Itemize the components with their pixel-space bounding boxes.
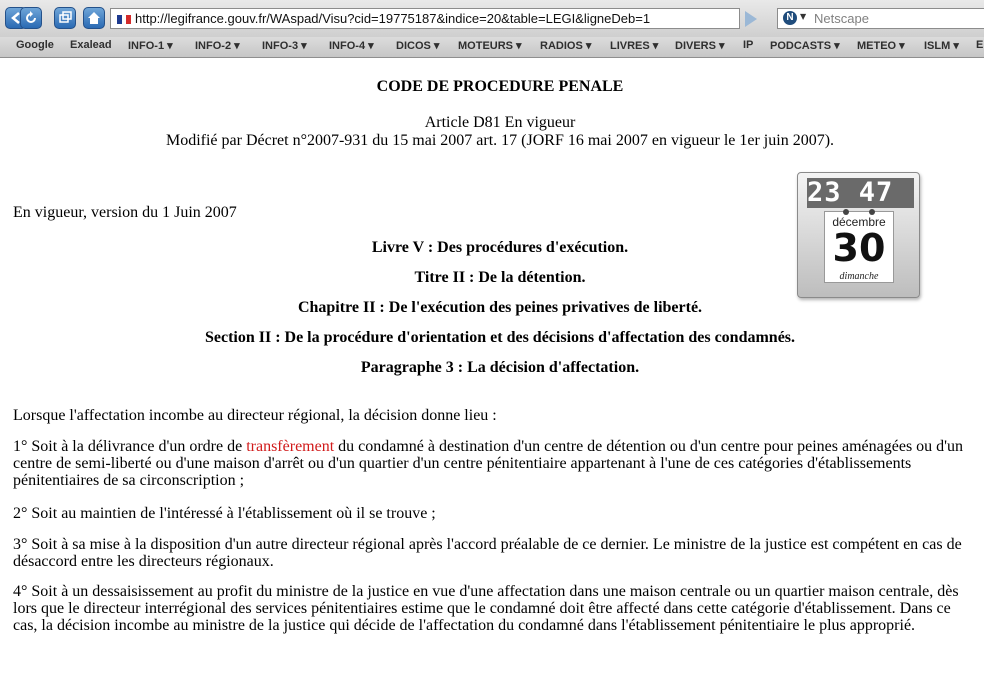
bookmark-e[interactable]: E <box>976 39 984 51</box>
modified-line: Modifié par Décret n°2007-931 du 15 mai 2007 art. 17 (JORF 16 mai 2007 en vigueur le 1er juin 2007). <box>165 132 835 149</box>
bookmark-divers[interactable]: DIVERS ▾ <box>675 40 725 52</box>
search-placeholder: Netscape <box>814 11 869 26</box>
bookmark-radios[interactable]: RADIOS ▾ <box>540 40 592 52</box>
paragraphe-heading: Paragraphe 3 : La décision d'affectation. <box>360 359 640 376</box>
bookmarks-bar <box>0 37 984 58</box>
search-field[interactable] <box>777 8 984 29</box>
article-line: Article D81 En vigueur <box>424 114 576 131</box>
bookmark-dicos[interactable]: DICOS ▾ <box>396 40 440 52</box>
bookmark-islm[interactable]: ISLM ▾ <box>924 40 959 52</box>
titre-heading: Titre II : De la détention. <box>414 269 586 286</box>
new-tab-button[interactable] <box>54 7 76 29</box>
bookmark-google[interactable]: Google <box>16 39 54 51</box>
address-bar[interactable] <box>110 8 740 29</box>
bookmark-info-1[interactable]: INFO-1 ▾ <box>128 40 173 52</box>
bookmark-info-3[interactable]: INFO-3 ▾ <box>262 40 307 52</box>
version-line: En vigueur, version du 1 Juin 2007 <box>13 204 237 221</box>
windows-icon <box>58 11 72 25</box>
article-item-3: 3° Soit à sa mise à la disposition d'un autre directeur régional après l'accord préalable de ce dernier. Le ministre de la justice est compétent en cas de désaccord entre les directeurs régionaux. <box>13 536 962 570</box>
site-flag-icon <box>117 15 131 24</box>
transferement-link[interactable]: transfèrement <box>246 438 335 455</box>
bookmark-meteo[interactable]: METEO ▾ <box>857 40 905 52</box>
bookmark-info-4[interactable]: INFO-4 ▾ <box>329 40 374 52</box>
reload-icon <box>24 11 38 25</box>
clock-time: 23 47 <box>807 178 914 208</box>
item-1-text-end: du condamné à destination d'un centre de détention ou d'un centre pour peines aménagées ou d'un centre de semi-liberté ou d'une maison d'arrêt ou d'un quartier d'un centre pénitentiaire appartenant à l'une de ces catégories d'établissements pénitentiaires de sa circonscription ; <box>13 438 964 489</box>
browser-toolbar <box>0 0 984 38</box>
calendar-page <box>824 211 894 283</box>
go-arrow-icon[interactable] <box>745 11 757 27</box>
bookmark-info-2[interactable]: INFO-2 ▾ <box>195 40 240 52</box>
article-item-2: 2° Soit au maintien de l'intéressé à l'établissement où il se trouve ; <box>13 505 436 522</box>
section-heading: Section II : De la procédure d'orientation et des décisions d'affectation des condamnés. <box>204 329 796 346</box>
url-text: http://legifrance.gouv.fr/WAspad/Visu?cid=19775187&indice=20&table=LEGI&ligneDeb=1 <box>135 11 651 26</box>
netscape-icon[interactable]: N <box>783 11 797 25</box>
article-item-4: 4° Soit à un dessaisissement au profit du ministre de la justice en vue d'une affectation dans une maison centrale ou un quartier maison centrale, dès lors que le directeur interrégional des services pénitentiaires estime que le condamné doit être affecté dans cette catégorie d'établissement. Dans ce cas, la décision incombe au ministre de la justice qui décide de l'affectation du condamné dans l'établissement pénitentiaire le plus approprié. <box>13 583 959 634</box>
reload-button[interactable] <box>20 7 42 29</box>
livre-heading: Livre V : Des procédures d'exécution. <box>371 239 629 256</box>
calendar-day: 30 <box>832 226 886 270</box>
bookmark-exalead[interactable]: Exalead <box>70 39 112 51</box>
article-item-1 <box>13 438 978 489</box>
item-1-text-start: 1° Soit à la délivrance d'un ordre de <box>13 438 247 455</box>
intro-text: Lorsque l'affectation incombe au directeur régional, la décision donne lieu : <box>13 407 497 424</box>
calendar-month: décembre <box>832 215 886 229</box>
bookmark-podcasts[interactable]: PODCASTS ▾ <box>770 40 840 52</box>
chapitre-heading: Chapitre II : De l'exécution des peines privatives de liberté. <box>297 299 703 316</box>
bookmark-ip[interactable]: IP <box>743 39 754 51</box>
bookmark-livres[interactable]: LIVRES ▾ <box>610 40 659 52</box>
calendar-widget <box>797 172 920 298</box>
calendar-weekday: dimanche <box>839 271 879 282</box>
bookmark-moteurs[interactable]: MOTEURS ▾ <box>458 40 522 52</box>
home-icon <box>87 11 101 25</box>
code-title: CODE DE PROCEDURE PENALE <box>376 78 624 95</box>
home-button[interactable] <box>83 7 105 29</box>
chevron-down-icon[interactable]: ▼ <box>800 12 807 21</box>
